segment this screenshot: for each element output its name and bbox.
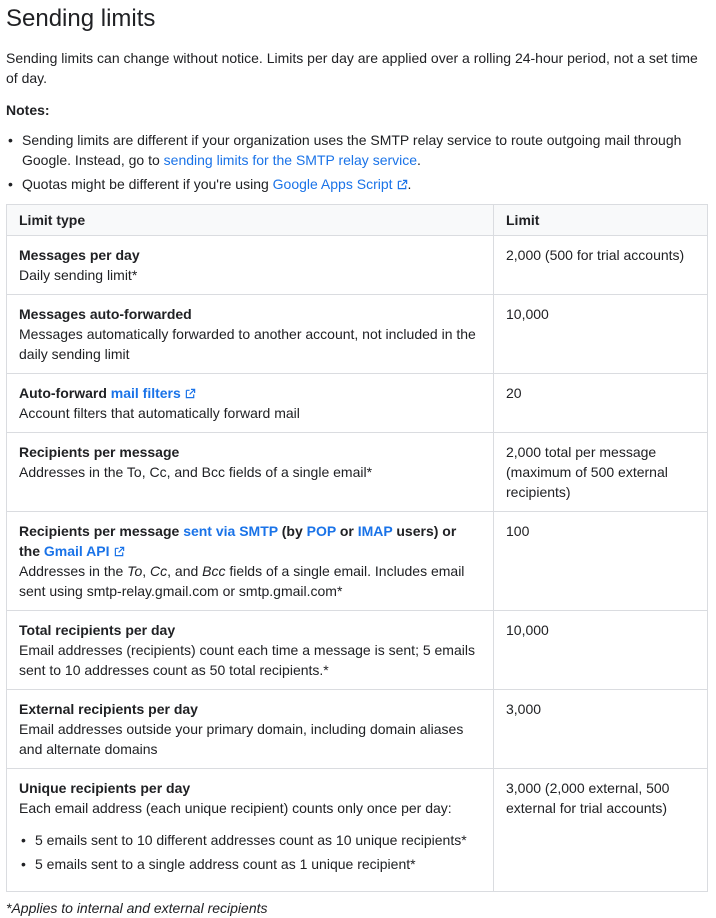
table-row bbox=[7, 236, 708, 295]
list-item: • 5 emails sent to 10 different addresses count as 10 unique recipients* bbox=[35, 830, 481, 850]
unique-recipients-examples bbox=[19, 830, 481, 874]
row-description: Each email address (each unique recipient) counts only once per day: bbox=[19, 800, 452, 816]
notes-label: Notes: bbox=[6, 102, 50, 118]
external-link-icon bbox=[114, 546, 125, 557]
row-title: Messages auto-forwarded bbox=[19, 306, 192, 322]
pop-link[interactable]: POP bbox=[306, 523, 336, 539]
row-description: Addresses in the To, Cc, and Bcc fields of a single email. Includes email sent using smtp-relay.gmail.com or smtp.gmail.com* bbox=[19, 563, 465, 599]
imap-link[interactable]: IMAP bbox=[357, 523, 393, 539]
limit-type-cell bbox=[7, 611, 494, 690]
row-description: Messages automatically forwarded to another account, not included in the daily sending limit bbox=[19, 326, 476, 362]
limit-value-cell: 3,000 bbox=[494, 690, 708, 769]
row-description: Daily sending limit* bbox=[19, 267, 138, 283]
limit-type-cell bbox=[7, 512, 494, 611]
limit-type-cell bbox=[7, 769, 494, 892]
limit-value-cell: 2,000 (500 for trial accounts) bbox=[494, 236, 708, 295]
google-apps-script-link[interactable]: Google Apps Script bbox=[273, 176, 408, 192]
sending-limits-table bbox=[6, 204, 708, 892]
row-title: Auto-forward mail filters bbox=[19, 383, 481, 403]
limit-type-cell bbox=[7, 295, 494, 374]
notes-list bbox=[6, 130, 710, 194]
limit-type-cell bbox=[7, 433, 494, 512]
row-description: Email addresses (recipients) count each time a message is sent; 5 emails sent to 10 addresses count as 50 total recipients.* bbox=[19, 642, 475, 678]
table-row bbox=[7, 512, 708, 611]
row-title: Recipients per message bbox=[19, 444, 180, 460]
limit-type-cell bbox=[7, 236, 494, 295]
table-row bbox=[7, 295, 708, 374]
limit-value-cell: 20 bbox=[494, 374, 708, 433]
limit-value-cell: 10,000 bbox=[494, 611, 708, 690]
limit-value-cell: 2,000 total per message (maximum of 500 external recipients) bbox=[494, 433, 708, 512]
limit-value-cell: 10,000 bbox=[494, 295, 708, 374]
row-description: Account filters that automatically forward mail bbox=[19, 405, 300, 421]
table-row bbox=[7, 433, 708, 512]
limit-value-cell: 100 bbox=[494, 512, 708, 611]
table-row bbox=[7, 769, 708, 892]
sent-via-smtp-link[interactable]: sent via SMTP bbox=[183, 523, 278, 539]
row-description: Email addresses outside your primary domain, including domain aliases and alternate domains bbox=[19, 721, 464, 757]
header-limit-type: Limit type bbox=[7, 205, 494, 236]
row-title: Recipients per message sent via SMTP (by POP or IMAP users) or the Gmail API bbox=[19, 523, 457, 559]
table-row bbox=[7, 611, 708, 690]
gmail-api-link[interactable]: Gmail API bbox=[44, 543, 125, 559]
limit-type-cell bbox=[7, 374, 494, 433]
list-item: • 5 emails sent to a single address count as 1 unique recipient* bbox=[35, 854, 481, 874]
table-row bbox=[7, 690, 708, 769]
note-smtp-relay: • Sending limits are different if your organization uses the SMTP relay service to route outgoing mail through Google. Instead, go to sending limits for the SMTP relay service. bbox=[22, 130, 710, 170]
external-link-icon bbox=[397, 179, 408, 190]
table-row bbox=[7, 374, 708, 433]
row-title: External recipients per day bbox=[19, 701, 198, 717]
page-title: Sending limits bbox=[6, 5, 156, 32]
limit-value-cell: 3,000 (2,000 external, 500 external for trial accounts) bbox=[494, 769, 708, 892]
row-description: Addresses in the To, Cc, and Bcc fields of a single email* bbox=[19, 464, 373, 480]
smtp-relay-limits-link[interactable]: sending limits for the SMTP relay service bbox=[163, 152, 418, 168]
external-link-icon bbox=[185, 388, 196, 399]
row-title: Unique recipients per day bbox=[19, 780, 191, 796]
row-title: Messages per day bbox=[19, 247, 140, 263]
row-title: Total recipients per day bbox=[19, 622, 176, 638]
mail-filters-link[interactable]: mail filters bbox=[111, 385, 196, 401]
limit-type-cell bbox=[7, 690, 494, 769]
table-header-row bbox=[7, 205, 708, 236]
footnote: *Applies to internal and external recipients bbox=[6, 900, 268, 916]
note-apps-script: • Quotas might be different if you're using Google Apps Script . bbox=[22, 174, 710, 194]
intro-paragraph: Sending limits can change without notice. Limits per day are applied over a rolling 24-hour period, not a set time of day. bbox=[6, 50, 698, 86]
header-limit: Limit bbox=[494, 205, 708, 236]
